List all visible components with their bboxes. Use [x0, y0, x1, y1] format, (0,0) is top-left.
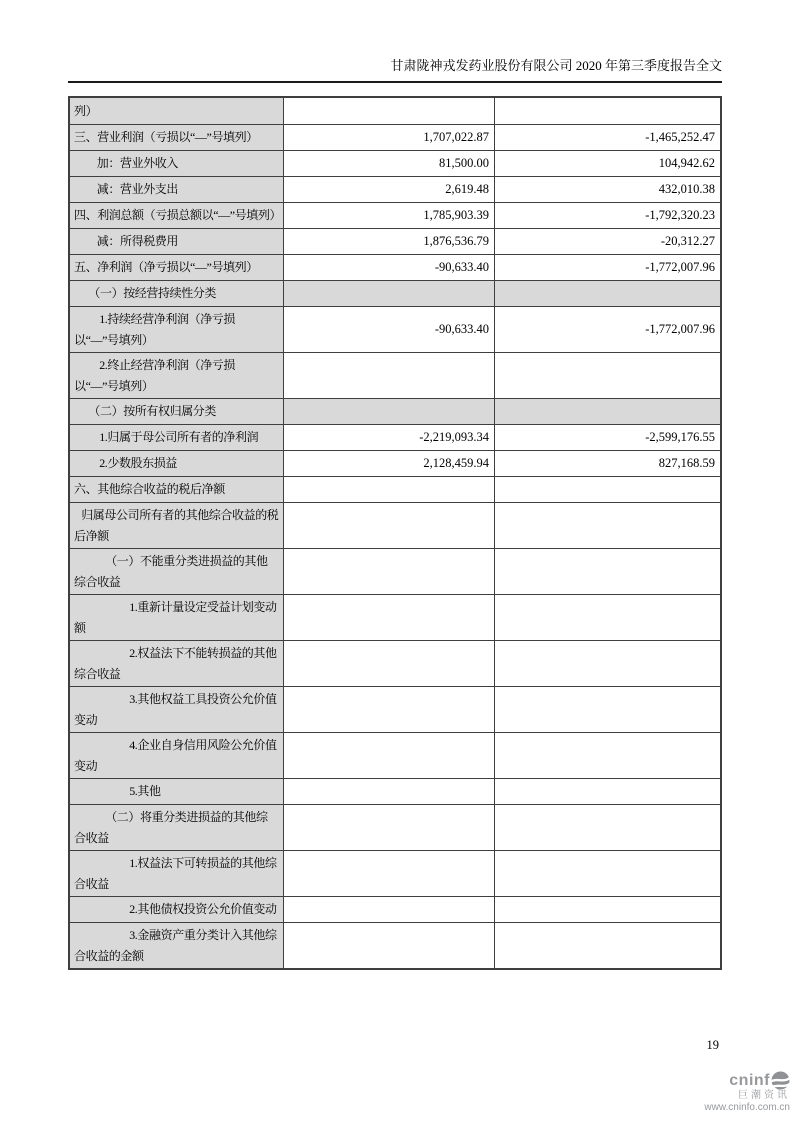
amount-cell: 1,707,022.87 — [283, 125, 494, 150]
row-label-cell: 1.归属于母公司所有者的净利润 — [70, 425, 283, 450]
amount-cell: 1,876,536.79 — [283, 229, 494, 254]
amount-cell: -2,599,176.55 — [494, 425, 720, 450]
table-row — [70, 922, 720, 968]
amount-cell: -1,465,252.47 — [494, 125, 720, 150]
amount-cell — [494, 641, 720, 686]
row-label-cell: 加：营业外收入 — [70, 151, 283, 176]
amount-cell: 827,168.59 — [494, 451, 720, 476]
amount-cell — [494, 687, 720, 732]
amount-cell: 81,500.00 — [283, 151, 494, 176]
table-row — [70, 778, 720, 804]
amount-cell — [494, 733, 720, 778]
table-row — [70, 280, 720, 306]
row-label-cell: 六、其他综合收益的税后净额 — [70, 477, 283, 502]
table-row — [70, 450, 720, 476]
amount-cell — [494, 779, 720, 804]
table-row — [70, 850, 720, 896]
table-row — [70, 686, 720, 732]
table-row — [70, 124, 720, 150]
row-label-cell: 三、营业利润（亏损以“—”号填列） — [70, 125, 283, 150]
amount-cell — [494, 549, 720, 594]
amount-cell — [283, 98, 494, 124]
row-label-cell: 列） — [70, 98, 283, 124]
row-label-cell: （二）按所有权归属分类 — [70, 399, 283, 424]
amount-cell: 1,785,903.39 — [283, 203, 494, 228]
amount-cell — [283, 923, 494, 968]
table-row — [70, 502, 720, 548]
cninfo-website-url: www.cninfo.com.cn — [704, 1102, 790, 1113]
amount-cell — [494, 353, 720, 398]
cninfo-chinese-name: 巨潮资讯 — [738, 1090, 790, 1101]
table-row — [70, 548, 720, 594]
row-label-cell: 2.终止经营净利润（净亏损以“—”号填列） — [70, 353, 283, 398]
page-header-title: 甘肃陇神戎发药业股份有限公司 2020 年第三季度报告全文 — [68, 0, 722, 83]
amount-cell — [283, 595, 494, 640]
amount-cell — [494, 805, 720, 850]
amount-cell: -1,772,007.96 — [494, 307, 720, 352]
table-row — [70, 150, 720, 176]
amount-cell — [494, 281, 720, 306]
row-label-cell: 减：营业外支出 — [70, 177, 283, 202]
amount-cell: 2,128,459.94 — [283, 451, 494, 476]
amount-cell — [283, 733, 494, 778]
table-row — [70, 254, 720, 280]
amount-cell: 104,942.62 — [494, 151, 720, 176]
amount-cell — [283, 779, 494, 804]
amount-cell — [283, 353, 494, 398]
table-row — [70, 594, 720, 640]
cninfo-swirl-icon — [771, 1071, 790, 1090]
amount-cell — [494, 897, 720, 922]
row-label-cell: 四、利润总额（亏损总额以“—”号填列） — [70, 203, 283, 228]
row-label-cell: 3.其他权益工具投资公允价值变动 — [70, 687, 283, 732]
table-row — [70, 804, 720, 850]
amount-cell — [283, 641, 494, 686]
row-label-cell: 1.持续经营净利润（净亏损以“—”号填列） — [70, 307, 283, 352]
amount-cell — [494, 399, 720, 424]
amount-cell: -90,633.40 — [283, 255, 494, 280]
amount-cell — [283, 687, 494, 732]
amount-cell: -2,219,093.34 — [283, 425, 494, 450]
amount-cell — [283, 897, 494, 922]
table-row — [70, 424, 720, 450]
row-label-cell: （一）不能重分类进损益的其他综合收益 — [70, 549, 283, 594]
table-row — [70, 202, 720, 228]
row-label-cell: 1.权益法下可转损益的其他综合收益 — [70, 851, 283, 896]
amount-cell — [283, 851, 494, 896]
table-row — [70, 352, 720, 398]
amount-cell — [494, 477, 720, 502]
row-label-cell: 2.权益法下不能转损益的其他综合收益 — [70, 641, 283, 686]
table-row — [70, 896, 720, 922]
row-label-cell: 2.其他债权投资公允价值变动 — [70, 897, 283, 922]
amount-cell — [283, 477, 494, 502]
table-row — [70, 398, 720, 424]
row-label-cell: 五、净利润（净亏损以“—”号填列） — [70, 255, 283, 280]
amount-cell: -20,312.27 — [494, 229, 720, 254]
cninfo-logo — [704, 1071, 790, 1113]
amount-cell: -1,772,007.96 — [494, 255, 720, 280]
amount-cell — [494, 851, 720, 896]
row-label-cell: 归属母公司所有者的其他综合收益的税后净额 — [70, 503, 283, 548]
table-row — [70, 306, 720, 352]
cninfo-brand-text: cninf — [729, 1071, 770, 1089]
row-label-cell: 1.重新计量设定受益计划变动额 — [70, 595, 283, 640]
amount-cell — [494, 923, 720, 968]
table-row — [70, 98, 720, 124]
amount-cell — [283, 805, 494, 850]
row-label-cell: 3.金融资产重分类计入其他综合收益的金额 — [70, 923, 283, 968]
page-number: 19 — [706, 1038, 719, 1052]
amount-cell: 432,010.38 — [494, 177, 720, 202]
content-area — [68, 0, 722, 970]
row-label-cell: 减：所得税费用 — [70, 229, 283, 254]
income-statement-table — [68, 96, 722, 970]
row-label-cell: 5.其他 — [70, 779, 283, 804]
table-row — [70, 228, 720, 254]
amount-cell — [283, 281, 494, 306]
table-row — [70, 176, 720, 202]
row-label-cell: 2.少数股东损益 — [70, 451, 283, 476]
cninfo-logo-top — [704, 1071, 790, 1090]
row-label-cell: 4.企业自身信用风险公允价值变动 — [70, 733, 283, 778]
amount-cell: 2,619.48 — [283, 177, 494, 202]
amount-cell — [283, 399, 494, 424]
amount-cell: -1,792,320.23 — [494, 203, 720, 228]
table-row — [70, 640, 720, 686]
table-row — [70, 476, 720, 502]
row-label-cell: （一）按经营持续性分类 — [70, 281, 283, 306]
amount-cell — [494, 595, 720, 640]
amount-cell — [283, 549, 494, 594]
amount-cell: -90,633.40 — [283, 307, 494, 352]
table-row — [70, 732, 720, 778]
amount-cell — [283, 503, 494, 548]
amount-cell — [494, 98, 720, 124]
row-label-cell: （二）将重分类进损益的其他综合收益 — [70, 805, 283, 850]
amount-cell — [494, 503, 720, 548]
